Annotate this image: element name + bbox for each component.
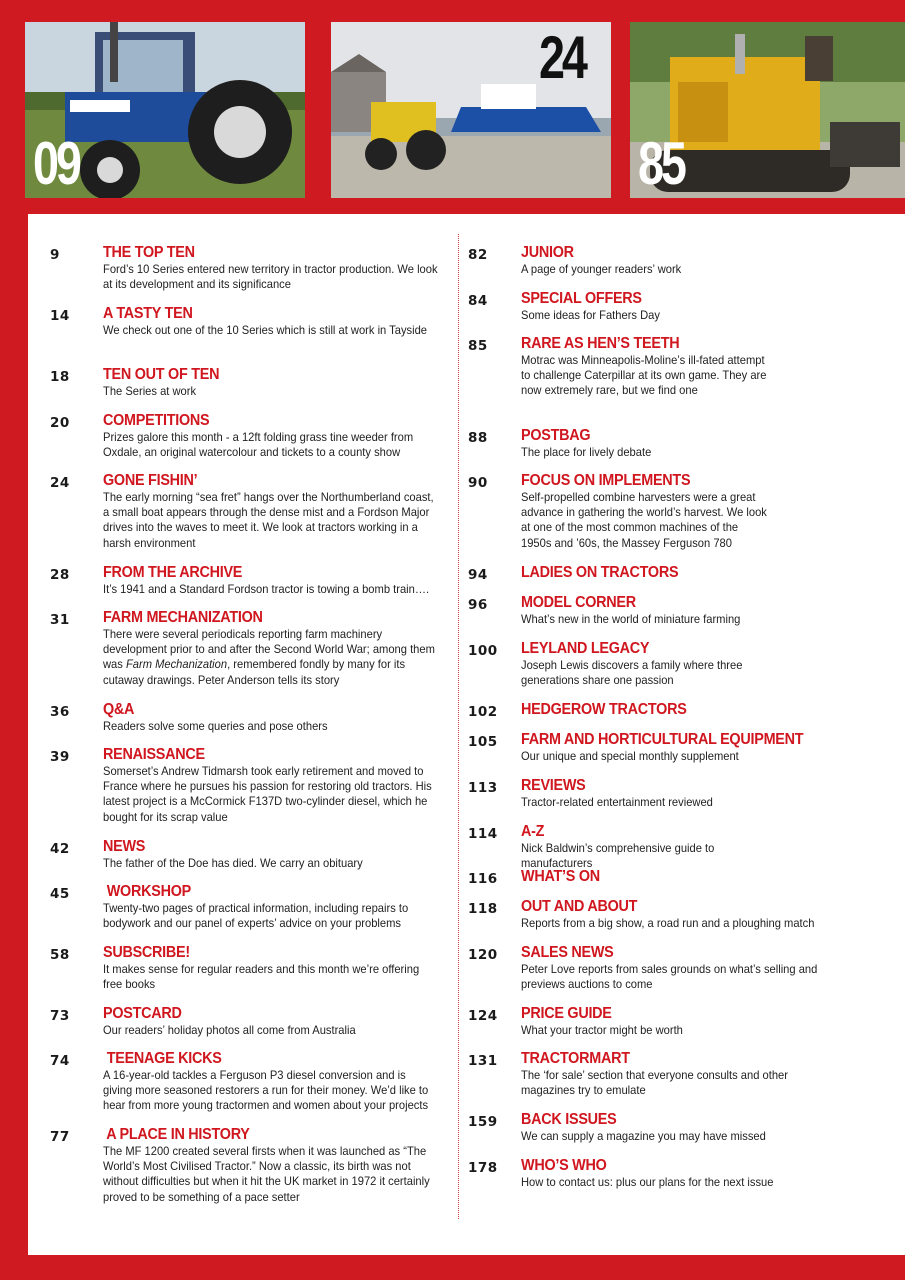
entry-description: The ‘for sale’ section that everyone consults and other magazines try to emulate <box>521 1068 788 1098</box>
contents-entry[interactable] <box>468 731 835 764</box>
entry-description: Ford’s 10 Series entered new territory in tractor production. We look at its development and its significance <box>103 262 438 292</box>
entry-description: How to contact us: plus our plans for the next issue <box>521 1175 774 1189</box>
entry-description: Tractor-related entertainment reviewed <box>521 795 713 809</box>
entry-title: WORKSHOP <box>103 883 191 900</box>
entry-description: The MF 1200 created several firsts when it was launched as “The World’s Most Civilised Tractor.” Now a classic, its birth was not without difficulties but when it hit the UK market in 1972 it certainly proved to be something of a pace setter <box>103 1144 430 1204</box>
contents-entry[interactable] <box>468 564 696 582</box>
entry-title: POSTCARD <box>103 1005 182 1022</box>
contents-entry[interactable] <box>50 838 463 871</box>
beach-tractor-boat-photo <box>331 22 611 198</box>
entry-title: FARM AND HORTICULTURAL EQUIPMENT <box>521 731 804 748</box>
contents-entry[interactable] <box>468 244 789 277</box>
entry-description: Self-propelled combine harvesters were a great advance in gathering the world’s harvest. We look at one of the most common machines of the 1950s and ’60s, the Massey Ferguson 780 <box>521 490 767 550</box>
entry-description: Nick Baldwin’s comprehensive guide to manufacturers <box>521 841 715 871</box>
contents-entry[interactable] <box>468 594 789 627</box>
photo-page-number: 24 <box>539 24 585 91</box>
contents-entry[interactable] <box>468 1005 789 1038</box>
entry-description: We can supply a magazine you may have missed <box>521 1129 766 1143</box>
entry-page-number: 178 <box>468 1160 498 1176</box>
entry-page-number: 58 <box>50 947 70 963</box>
contents-entry[interactable] <box>468 1050 841 1098</box>
entry-page-number: 85 <box>468 338 488 354</box>
contents-entry[interactable] <box>50 305 463 338</box>
entry-page-number: 94 <box>468 567 488 583</box>
entry-title: RENAISSANCE <box>103 746 205 763</box>
entry-title: A-Z <box>521 823 545 840</box>
entry-title: WHO’S WHO <box>521 1157 607 1174</box>
entry-page-number: 28 <box>50 567 70 583</box>
entry-description: What your tractor might be worth <box>521 1023 683 1037</box>
contents-entry[interactable] <box>468 335 789 399</box>
entry-title: THE TOP TEN <box>103 244 195 261</box>
contents-entry[interactable] <box>468 1157 841 1190</box>
entry-page-number: 96 <box>468 597 488 613</box>
entry-page-number: 113 <box>468 780 498 796</box>
entry-description: A 16-year-old tackles a Ferguson P3 diesel conversion and is giving more seasoned restorers a run for their money. We’d like to hear from more young tractormen and women about your projects <box>103 1068 429 1113</box>
entry-page-number: 159 <box>468 1114 498 1130</box>
contents-entry[interactable] <box>468 823 789 871</box>
contents-entry[interactable] <box>50 1126 463 1205</box>
contents-entry[interactable] <box>50 244 463 292</box>
yellow-crawler-photo <box>630 22 905 198</box>
entry-description: Our readers’ holiday photos all come from Australia <box>103 1023 356 1037</box>
entry-page-number: 31 <box>50 612 70 628</box>
entry-page-number: 131 <box>468 1053 498 1069</box>
ford-tractor-photo <box>25 22 305 198</box>
entry-title: GONE FISHIN’ <box>103 472 198 489</box>
entry-title: OUT AND ABOUT <box>521 898 638 915</box>
entry-description: Prizes galore this month - a 12ft folding grass tine weeder from Oxdale, an original watercolour and tickets to a county show <box>103 430 414 460</box>
entry-page-number: 120 <box>468 947 498 963</box>
entry-title: WHAT’S ON <box>521 868 600 885</box>
entry-title: COMPETITIONS <box>103 412 210 429</box>
entry-page-number: 100 <box>468 643 498 659</box>
entry-page-number: 118 <box>468 901 498 917</box>
entry-description: Peter Love reports from sales grounds on what’s selling and previews auctions to come <box>521 962 818 992</box>
entry-page-number: 124 <box>468 1008 498 1024</box>
entry-description-part: There were several periodicals reporting farm machinery development prior to and after the Second World War; among them was <box>103 627 435 672</box>
entry-page-number: 82 <box>468 247 488 263</box>
entry-description: Reports from a big show, a road run and a ploughing match <box>521 916 815 930</box>
entry-title: BACK ISSUES <box>521 1111 617 1128</box>
contents-entry[interactable] <box>50 944 463 992</box>
entry-page-number: 116 <box>468 871 498 887</box>
entry-page-number: 24 <box>50 475 70 491</box>
contents-entry[interactable] <box>468 1111 841 1144</box>
entry-page-number: 77 <box>50 1129 70 1145</box>
entry-page-number: 73 <box>50 1008 70 1024</box>
entry-description: We check out one of the 10 Series which is still at work in Tayside <box>103 323 428 337</box>
entry-page-number: 114 <box>468 826 498 842</box>
contents-entry[interactable] <box>468 701 705 719</box>
contents-entry[interactable] <box>468 472 789 551</box>
photo-strip <box>0 0 905 214</box>
entry-title: HEDGEROW TRACTORS <box>521 701 687 718</box>
entry-title: FOCUS ON IMPLEMENTS <box>521 472 691 489</box>
contents-entry[interactable] <box>50 1050 463 1114</box>
contents-entry[interactable] <box>50 412 463 460</box>
contents-entry[interactable] <box>468 290 789 323</box>
entry-title: RARE AS HEN’S TEETH <box>521 335 680 352</box>
entry-description: What’s new in the world of miniature farming <box>521 612 741 626</box>
entry-page-number: 74 <box>50 1053 70 1069</box>
contents-entry[interactable] <box>50 564 463 597</box>
entry-page-number: 45 <box>50 886 70 902</box>
entry-page-number: 36 <box>50 704 70 720</box>
entry-description: Somerset’s Andrew Tidmarsh took early retirement and moved to France where he pursues his passion for restoring old tractors. His latest project is a McCormick F137D two-cylinder diesel, which he bought for its scrap value <box>103 764 432 824</box>
entry-description: Twenty-two pages of practical information, including repairs to bodywork and our panel of experts’ advice on your problems <box>103 901 409 931</box>
entry-page-number: 84 <box>468 293 488 309</box>
entry-description: Readers solve some queries and pose others <box>103 719 328 733</box>
entry-title: SALES NEWS <box>521 944 614 961</box>
entry-title: Q&A <box>103 701 135 718</box>
entry-description: A page of younger readers’ work <box>521 262 682 276</box>
entry-title: LEYLAND LEGACY <box>521 640 650 657</box>
entry-title: FARM MECHANIZATION <box>103 609 263 626</box>
entry-page-number: 88 <box>468 430 488 446</box>
entry-page-number: 42 <box>50 841 70 857</box>
entry-page-number: 39 <box>50 749 70 765</box>
entry-description: Joseph Lewis discovers a family where three generations share one passion <box>521 658 743 688</box>
entry-title: TRACTORMART <box>521 1050 630 1067</box>
entry-title: TEN OUT OF TEN <box>103 366 220 383</box>
contents-panel <box>28 214 905 1255</box>
entry-title: SPECIAL OFFERS <box>521 290 642 307</box>
contents-entry[interactable] <box>50 746 463 825</box>
entry-title: SUBSCRIBE! <box>103 944 190 961</box>
entry-title: LADIES ON TRACTORS <box>521 564 679 581</box>
entry-title: JUNIOR <box>521 244 574 261</box>
contents-entry[interactable] <box>50 1005 463 1038</box>
entry-page-number: 20 <box>50 415 70 431</box>
entry-title: FROM THE ARCHIVE <box>103 564 243 581</box>
entry-title: A PLACE IN HISTORY <box>103 1126 250 1143</box>
entry-description: The early morning “sea fret” hangs over the Northumberland coast, a small boat appears through the dense mist and a Fordson Major drives into the waves to meet it. We look at tractors working in a harsh environment <box>103 490 434 550</box>
contents-entry[interactable] <box>50 366 463 399</box>
contents-entry[interactable] <box>468 427 789 460</box>
entry-title: A TASTY TEN <box>103 305 193 322</box>
entry-title: MODEL CORNER <box>521 594 636 611</box>
entry-description: Some ideas for Fathers Day <box>521 308 660 322</box>
contents-entry[interactable] <box>50 701 463 734</box>
entry-description: The Series at work <box>103 384 197 398</box>
entry-description: The place for lively debate <box>521 445 652 459</box>
entry-page-number: 105 <box>468 734 498 750</box>
entry-title: TEENAGE KICKS <box>103 1050 222 1067</box>
entry-page-number: 18 <box>50 369 70 385</box>
entry-page-number: 14 <box>50 308 70 324</box>
contents-entry[interactable] <box>468 898 841 931</box>
entry-description: It makes sense for regular readers and this month we’re offering free books <box>103 962 420 992</box>
contents-entry[interactable] <box>50 883 463 931</box>
entry-description: Our unique and special monthly supplement <box>521 749 739 763</box>
entry-title: POSTBAG <box>521 427 591 444</box>
contents-entry[interactable] <box>50 472 463 551</box>
entry-description: The father of the Doe has died. We carry an obituary <box>103 856 363 870</box>
entry-description-italic: Farm Mechanization <box>125 657 228 672</box>
entry-description: Motrac was Minneapolis-Moline’s ill-fated attempt to challenge Caterpillar at its own game. They are now extremely rare, but we find one <box>521 353 767 398</box>
contents-entry[interactable] <box>50 609 463 688</box>
photo-page-number: 09 <box>33 130 79 197</box>
contents-entry[interactable] <box>468 777 841 810</box>
contents-entry[interactable] <box>468 944 841 992</box>
entry-page-number: 9 <box>50 247 60 263</box>
contents-entry[interactable] <box>468 640 789 688</box>
entry-description <box>103 627 438 688</box>
entry-page-number: 102 <box>468 704 498 720</box>
entry-description: It’s 1941 and a Standard Fordson tractor is towing a bomb train…. <box>103 582 430 596</box>
entry-title: PRICE GUIDE <box>521 1005 612 1022</box>
photo-page-number: 85 <box>638 130 684 197</box>
contents-entry[interactable] <box>468 868 609 886</box>
entry-title: REVIEWS <box>521 777 586 794</box>
entry-page-number: 90 <box>468 475 488 491</box>
entry-description-part: , remembered fondly by many for its cutaway drawings. Peter Anderson tells its story <box>103 657 406 687</box>
entry-title: NEWS <box>103 838 146 855</box>
